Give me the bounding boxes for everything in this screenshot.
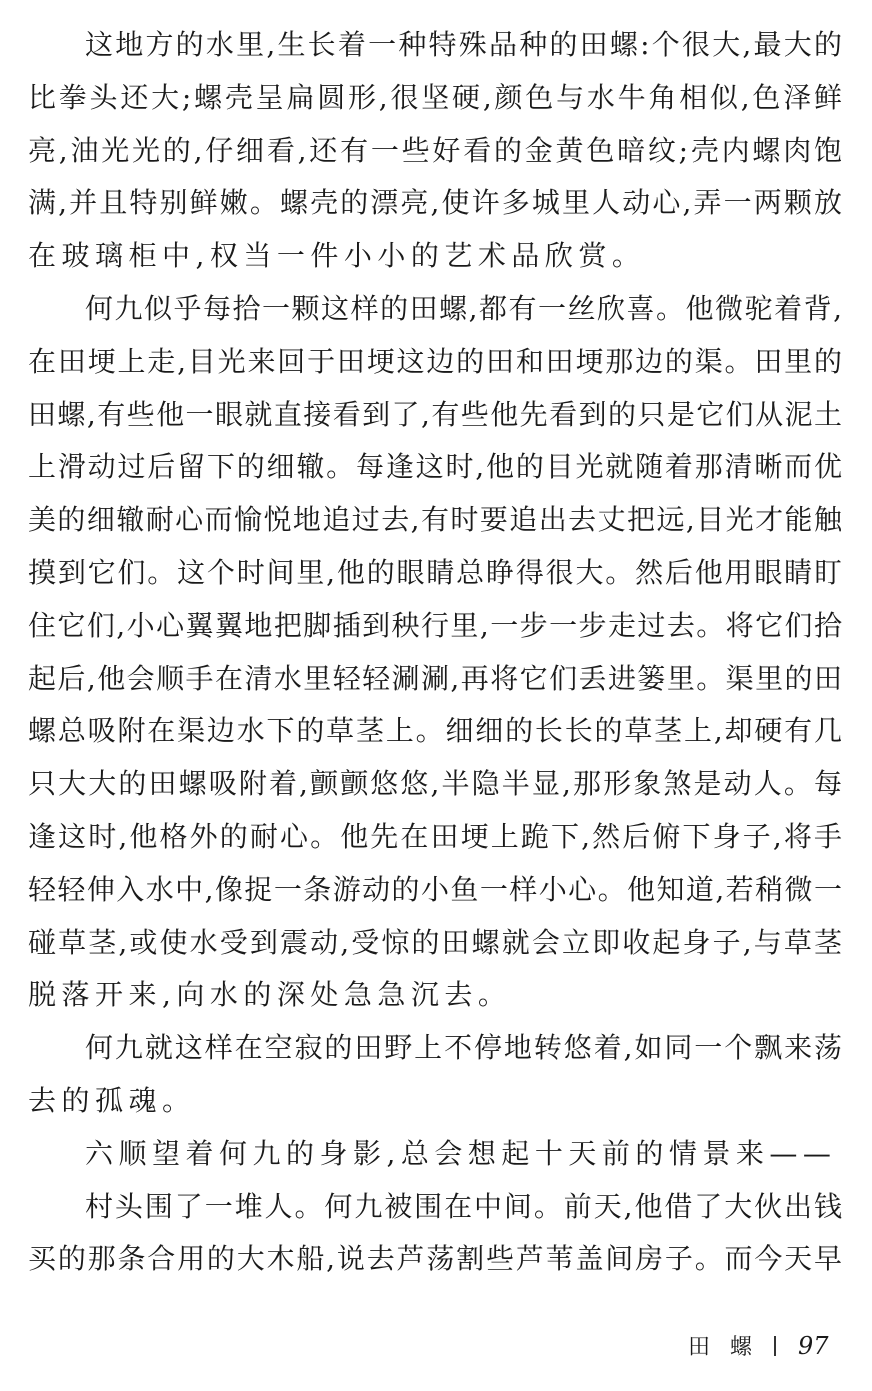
text-line: 亮,油光光的,仔细看,还有一些好看的金黄色暗纹;壳内螺肉饱 — [28, 133, 842, 167]
text-line: 在田埂上走,目光来回于田埂这边的田和田埂那边的渠。田里的 — [28, 344, 842, 378]
text-line: 美的细辙耐心而愉悦地追过去,有时要追出去丈把远,目光才能触 — [28, 503, 842, 537]
text-line: 去的孤魂。 — [28, 1083, 196, 1117]
text-line: 六顺望着何九的身影,总会想起十天前的情景来—— — [85, 1136, 837, 1170]
body-text — [28, 19, 842, 1286]
text-line: 逢这时,他格外的耐心。他先在田埂上跪下,然后俯下身子,将手 — [28, 819, 842, 853]
text-line: 比拳头还大;螺壳呈扁圆形,很坚硬,颜色与水牛角相似,色泽鲜 — [28, 80, 842, 114]
text-line: 满,并且特别鲜嫩。螺壳的漂亮,使许多城里人动心,弄一两颗放 — [28, 186, 842, 220]
text-line: 只大大的田螺吸附着,颤颤悠悠,半隐半显,那形象煞是动人。每 — [28, 767, 842, 801]
page-number: 97 — [798, 1331, 829, 1360]
footer-divider — [774, 1336, 776, 1356]
text-line: 村头围了一堆人。何九被围在中间。前天,他借了大伙出钱 — [85, 1189, 842, 1223]
running-title: 田螺 — [688, 1335, 773, 1360]
text-line: 脱落开来,向水的深处急急沉去。 — [28, 978, 512, 1012]
text-line: 上滑动过后留下的细辙。每逢这时,他的目光就随着那清晰而优 — [28, 450, 842, 484]
text-line: 这地方的水里,生长着一种特殊品种的田螺:个很大,最大的 — [85, 28, 842, 61]
text-line: 住它们,小心翼翼地把脚插到秧行里,一步一步走过去。将它们拾 — [28, 608, 842, 642]
text-line: 在玻璃柜中,权当一件小小的艺术品欣赏。 — [28, 239, 646, 273]
text-line: 起后,他会顺手在清水里轻轻涮涮,再将它们丢进篓里。渠里的田 — [28, 661, 842, 695]
text-line: 田螺,有些他一眼就直接看到了,有些他先看到的只是它们从泥土 — [28, 397, 842, 431]
running-footer — [688, 1330, 829, 1361]
text-line: 螺总吸附在渠边水下的草茎上。细细的长长的草茎上,却硬有几 — [28, 714, 842, 748]
text-line: 碰草茎,或使水受到震动,受惊的田螺就会立即收起身子,与草茎 — [28, 925, 842, 959]
text-line: 摸到它们。这个时间里,他的眼睛总睁得很大。然后他用眼睛盯 — [28, 555, 842, 589]
text-line: 何九似乎每拾一颗这样的田螺,都有一丝欣喜。他微驼着背, — [85, 291, 842, 325]
text-line: 何九就这样在空寂的田野上不停地转悠着,如同一个飘来荡 — [85, 1031, 842, 1065]
text-line: 买的那条合用的大木船,说去芦荡割些芦苇盖间房子。而今天早 — [28, 1242, 842, 1276]
text-line: 轻轻伸入水中,像捉一条游动的小鱼一样小心。他知道,若稍微一 — [28, 872, 842, 906]
